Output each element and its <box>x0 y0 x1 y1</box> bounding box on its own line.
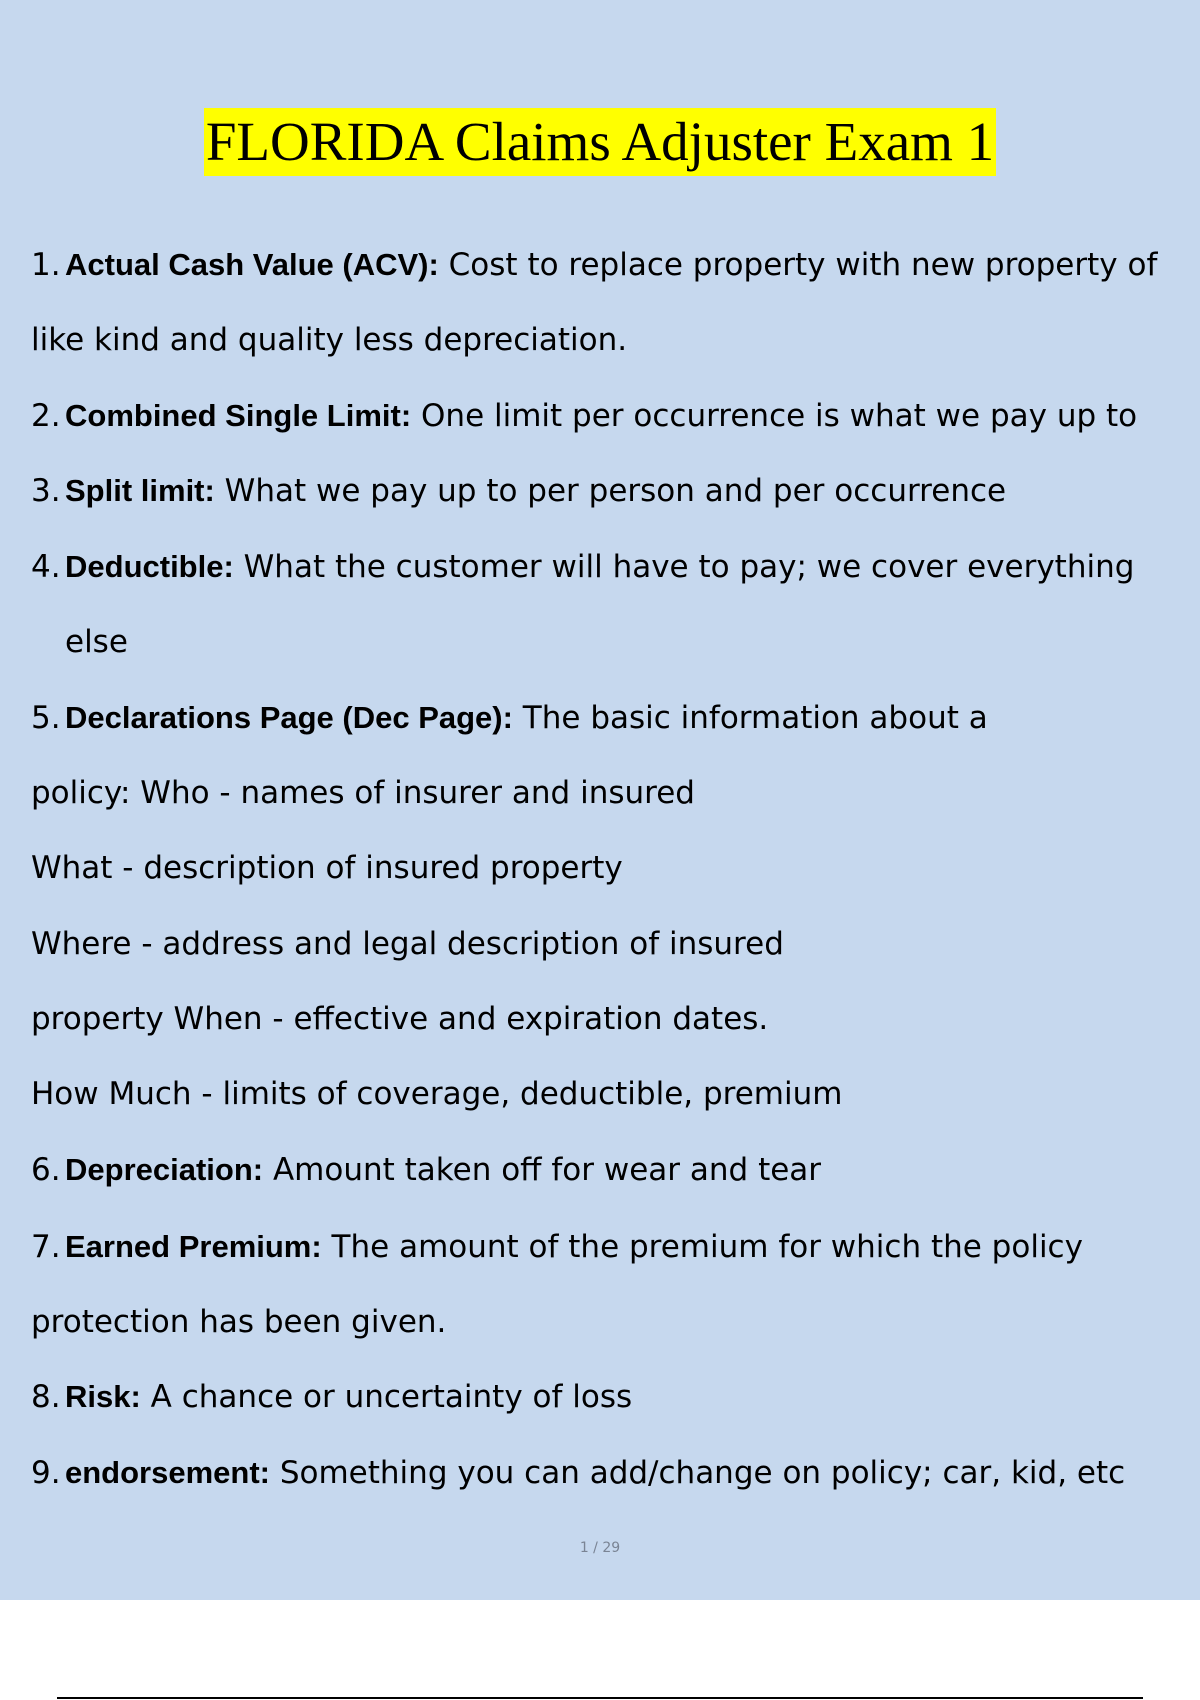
item-term: Deductible: <box>65 549 234 584</box>
list-item <box>31 547 1134 587</box>
item-number: 3. <box>31 473 61 509</box>
item-continuation: protection has been given. <box>31 1304 447 1340</box>
item-number: 6. <box>31 1152 61 1188</box>
item-definition: A chance or uncertainty of loss <box>140 1379 633 1415</box>
item-term: Split limit: <box>65 473 215 508</box>
item-term: Risk: <box>65 1379 141 1414</box>
item-continuation: else <box>65 624 128 660</box>
item-term: Combined Single Limit: <box>65 398 412 433</box>
item-number: 7. <box>31 1229 61 1265</box>
item-number: 2. <box>31 398 61 434</box>
page-indicator: 1 / 29 <box>579 1540 621 1556</box>
item-definition: Cost to replace property with new property of <box>438 247 1158 283</box>
item-number: 1. <box>31 247 61 283</box>
item-term: Actual Cash Value (ACV): <box>65 247 439 282</box>
item-number: 4. <box>31 549 61 585</box>
item-definition: Amount taken off for wear and tear <box>263 1152 822 1188</box>
list-item <box>31 245 1157 285</box>
list-item <box>31 471 1006 511</box>
item-definition: The amount of the premium for which the policy <box>321 1229 1083 1265</box>
item-number: 9. <box>31 1455 61 1491</box>
title-container <box>0 108 1200 176</box>
page-divider <box>57 1697 1143 1699</box>
item-term: Depreciation: <box>65 1152 264 1187</box>
list-item <box>31 1150 821 1190</box>
item-term: Earned Premium: <box>65 1229 322 1264</box>
item-continuation: What - description of insured property <box>31 850 623 886</box>
list-item <box>31 698 988 738</box>
item-term: Declarations Page (Dec Page): <box>65 700 513 735</box>
item-number: 8. <box>31 1379 61 1415</box>
document-title: FLORIDA Claims Adjuster Exam 1 <box>204 108 996 176</box>
item-definition: What we pay up to per person and per occurrence <box>214 473 1007 509</box>
item-term: endorsement: <box>65 1455 270 1490</box>
item-definition: Something you can add/change on policy; car, kid, etc <box>269 1455 1126 1491</box>
list-item <box>31 396 1137 436</box>
list-item <box>31 1453 1125 1493</box>
item-continuation: like kind and quality less depreciation. <box>31 322 628 358</box>
item-continuation: policy: Who - names of insurer and insured <box>31 775 695 811</box>
item-number: 5. <box>31 700 61 736</box>
list-item <box>31 1377 632 1417</box>
item-continuation: How Much - limits of coverage, deductible, premium <box>31 1076 843 1112</box>
list-item <box>31 1227 1083 1267</box>
item-continuation: Where - address and legal description of insured <box>31 926 784 962</box>
item-definition: One limit per occurrence is what we pay up to <box>411 398 1138 434</box>
item-continuation: property When - effective and expiration dates. <box>31 1001 769 1037</box>
item-definition: The basic information about a <box>512 700 988 736</box>
item-definition: What the customer will have to pay; we cover everything <box>233 549 1135 585</box>
